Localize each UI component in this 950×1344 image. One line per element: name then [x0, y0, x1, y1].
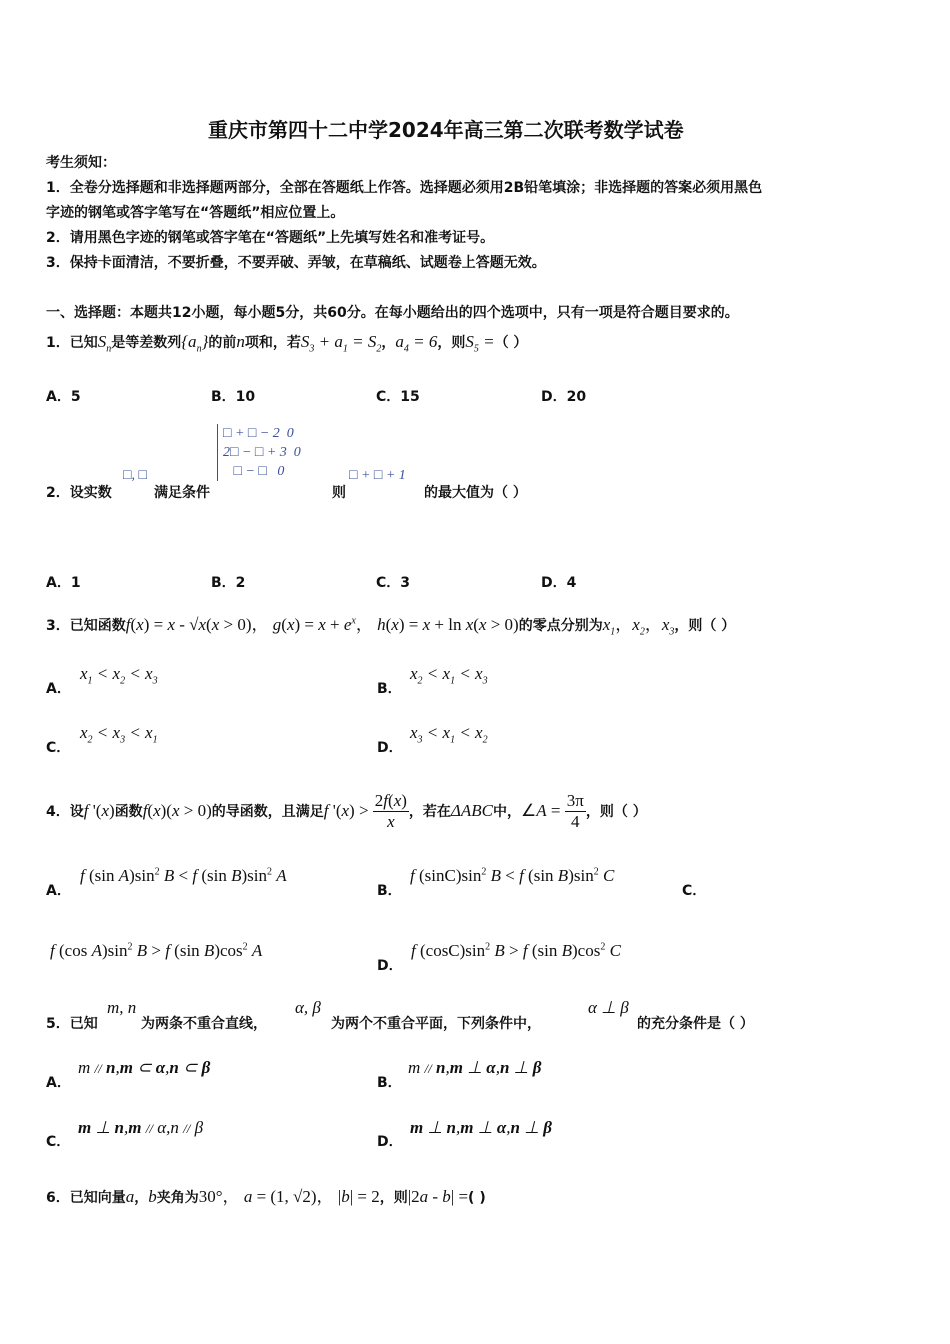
q1-option-b[interactable]: B．10	[211, 389, 256, 405]
q1-option-c[interactable]: C．15	[376, 389, 420, 405]
notice-item-2: 2．请用黑色字迹的钢笔或答字笔在“答题纸”上先填写姓名和准考证号。	[46, 230, 495, 246]
q2-option-d[interactable]: D．4	[541, 575, 577, 591]
q5-option-b[interactable]: m // n,m ⊥ α,n ⊥ β	[408, 1058, 542, 1077]
q5-text-3: 为两个不重合平面，下列条件中，	[331, 1016, 541, 1032]
q5-lines: m, n	[107, 998, 137, 1017]
q5-option-a[interactable]: m // n,m ⊂ α,n ⊂ β	[78, 1058, 211, 1077]
q4-option-c-label[interactable]: C．	[682, 883, 707, 899]
q5-option-d-label[interactable]: D．	[377, 1134, 403, 1150]
q2-text-4: 的最大值为（ ）	[424, 485, 527, 501]
q3-option-d-label[interactable]: D．	[377, 740, 403, 756]
q5-option-a-label[interactable]: A．	[46, 1075, 71, 1091]
q3-option-d[interactable]: $x_3 < x_1 < x_2$	[410, 723, 488, 746]
q2-text-3: 则	[332, 485, 346, 501]
q4-option-b[interactable]: f $(\sin C)\sin^2$ B < f (sin $B)\sin^2$ C	[410, 866, 615, 885]
q5-text-4: 的充分条件是（ ）	[637, 1016, 754, 1032]
q3-option-b[interactable]: $x_2 < x_1 < x_3$	[410, 664, 488, 687]
q5-option-d[interactable]: m ⊥ n,m ⊥ α,n ⊥ β	[410, 1118, 552, 1137]
q2-constraint-system: □ + □ − 2 0 2□ − □ + 3 0 □ − □ 0	[217, 424, 301, 481]
q5-option-c-label[interactable]: C．	[46, 1134, 71, 1150]
q3-option-c-label[interactable]: C．	[46, 740, 71, 756]
q2-vars: □, □	[123, 468, 147, 483]
q3-option-a[interactable]: $x_1 < x_2 < x_3$	[80, 664, 158, 687]
question-4: 4．设f '(x)函数f(x)(x > 0)的导函数，且满足f '(x) > $\frac{2f(x)}{x}$ ，若在ΔABC中，∠A = $\frac{3\pi}{4}$ ，则（ ）	[46, 791, 647, 831]
q2-text-1: 2．设实数	[46, 485, 112, 501]
q2-objective: □ + □ + 1	[349, 468, 406, 483]
page-title: 重庆市第四十二中学2024年高三第二次联考数学试卷	[208, 118, 684, 142]
q3-option-c[interactable]: $x_2 < x_3 < x_1$	[80, 723, 158, 746]
question-3: 3．已知函数f(x) = x - √x(x > 0)， $g(x) = x + e^x$， h(x) = x + ln x(x > 0)的零点分别为$x_1$，$x_2$，$x_3$，则（ ）	[46, 615, 736, 638]
q3-option-b-label[interactable]: B．	[377, 681, 402, 697]
q2-option-b[interactable]: B．2	[211, 575, 246, 591]
q4-option-a-label[interactable]: A．	[46, 883, 71, 899]
q2-option-a[interactable]: A．1	[46, 575, 81, 591]
q2-text-2: 满足条件	[154, 485, 210, 501]
notice-item-1a: 1．全卷分选择题和非选择题两部分，全部在答题纸上作答。选择题必须用2B铅笔填涂；非选择题的答案必须用黑色	[46, 180, 763, 196]
notice-item-3: 3．保持卡面清洁，不要折叠，不要弄破、弄皱，在草稿纸、试题卷上答题无效。	[46, 255, 546, 271]
q2-option-c[interactable]: C．3	[376, 575, 411, 591]
q5-condition: α ⊥ β	[588, 998, 629, 1017]
q4-option-a[interactable]: f (sin $A)\sin^2$ B < f (sin $B)\sin^2$ A	[80, 866, 287, 885]
q5-option-b-label[interactable]: B．	[377, 1075, 402, 1091]
q4-option-d-label[interactable]: D．	[377, 958, 403, 974]
q1-option-a[interactable]: A．5	[46, 389, 81, 405]
q5-option-c[interactable]: m ⊥ n,m // α,n // β	[78, 1118, 204, 1137]
q5-text-1: 5．已知	[46, 1016, 98, 1032]
section-heading: 一、选择题：本题共12小题，每小题5分，共60分。在每小题给出的四个选项中，只有一项是符合题目要求的。	[46, 305, 739, 321]
q1-option-d[interactable]: D．20	[541, 389, 587, 405]
question-6: 6．已知向量a，b夹角为30°， a = (1, √2)， |b| = 2，则|2a - b| =( )	[46, 1187, 486, 1206]
q4-option-c[interactable]: f (cos $A)\sin^2$ B > f (sin $B)\cos^2$ A	[50, 941, 263, 960]
q3-option-a-label[interactable]: A．	[46, 681, 71, 697]
q4-option-b-label[interactable]: B．	[377, 883, 402, 899]
notice-heading: 考生须知：	[46, 155, 116, 171]
q4-option-d[interactable]: f $(\cos C)\sin^2$ B > f (sin $B)\cos^2$ C	[411, 941, 621, 960]
q5-planes: α, β	[295, 998, 321, 1017]
notice-item-1b: 字迹的钢笔或答字笔写在“答题纸”相应位置上。	[46, 205, 345, 221]
q5-text-2: 为两条不重合直线，	[141, 1016, 267, 1032]
question-1: 1．已知$S_n$是等差数列$\{a_n\}$的前n项和，若$S_3 + a_1 = S_2$，$a_4 = 6$，则$S_5$ =（ ）	[46, 332, 528, 355]
